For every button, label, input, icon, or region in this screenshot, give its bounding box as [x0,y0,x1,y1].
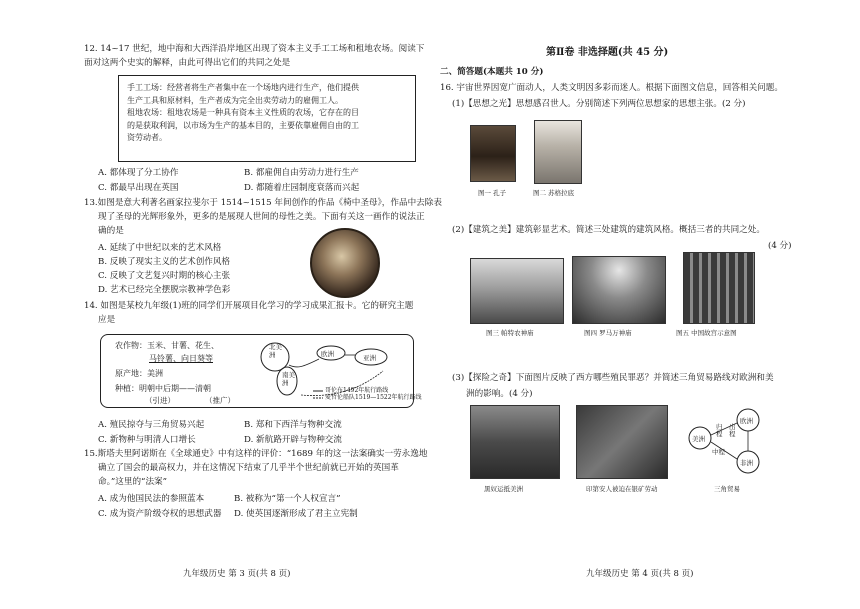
q14-stem: 应是 [98,315,116,325]
caption-fig2: 图二 苏格拉底 [533,189,575,197]
tri-africa-label: 非洲 [740,459,753,467]
caption-fig1: 图一 孔子 [478,189,507,197]
q16-stem: 16. 宇宙世界因宽广面动人，人类文明因多彩而迷人。根据下面图文信息，回答相关问题。 [440,83,783,93]
q12-stem: 12. 14~17 世纪，地中海和大西洋沿岸地区出现了资本主义手工工场和租地农场。阅读下 [84,44,425,54]
right-page-footer: 九年级历史 第 4 页(共 8 页) [586,569,694,579]
q13-option-a[interactable]: A. 延续了中世纪以来的艺术风格 [98,243,222,253]
slave-ship-image [470,405,560,479]
q12-option-a[interactable]: A. 都体现了分工协作 [98,168,179,178]
quote-line: 的是获取利润，以市场为生产的基本目的，主要依靠雇佣自由的工 [127,120,359,130]
origin-label: 原产地：美洲 [115,369,163,378]
q15-option-d[interactable]: D. 使英国逐渐形成了君主立宪制 [234,509,358,519]
planting-label: 种植：明朝中后期——清朝 [115,384,211,393]
q14-report-card [100,334,422,408]
caption-fig4: 图四 罗马万神庙 [584,329,632,337]
caption-fig3: 图三 帕特农神庙 [486,329,534,337]
pantheon-image [572,256,666,324]
q12-quote-box [118,75,416,162]
caption-fig8: 三角贸易 [714,485,740,493]
q15-option-a[interactable]: A. 成为他国民法的参照蓝本 [98,494,205,504]
quote-line: 资劳动者。 [127,133,167,142]
caption-fig6: 黑奴运抵美洲 [484,485,523,493]
tri-mid-label: 中程 [712,448,725,456]
q15-option-b[interactable]: B. 被称为“第一个人权宣言” [234,494,341,504]
silver-mine-image [576,405,668,479]
q12-option-c[interactable]: C. 都最早出现在英国 [98,183,179,193]
q16-sub3-line2: 洲的影响。(4 分) [466,389,533,399]
caption-fig5: 图五 中国故宫示意图 [676,329,737,337]
magellan-route-label: 麦哲伦船队1519—1522年航行路线 [325,394,422,401]
europe-label: 欧洲 [321,350,334,358]
madonna-painting-image [310,228,380,298]
parthenon-image [470,258,564,324]
tri-america-label: 美洲 [692,435,705,443]
q13-option-c[interactable]: C. 反映了文艺复兴时期的核心主张 [98,271,231,281]
north-america-label: 北美洲 [269,343,282,359]
south-america-label: 南美洲 [282,371,295,387]
q16-sub1: (1)【思想之光】思想感召世人。分别简述下列两位思想家的思想主张。(2 分) [452,99,746,109]
q14-option-d[interactable]: D. 新航路开辟与物种交流 [244,435,342,445]
q15-option-c[interactable]: C. 成为资产阶级夺权的思想武器 [98,509,222,519]
q14-option-a[interactable]: A. 殖民掠夺与三角贸易兴起 [98,420,205,430]
q15-stem: 15.斯塔夫里阿诺斯在《全球通史》中有这样的评价：“1689 年的这一法案确实一劳永逸地 [84,449,428,459]
tri-out-label: 出程 [729,423,736,438]
tri-return-label: 归程 [716,423,723,438]
q16-sub2-score: (4 分) [768,241,792,251]
part-title: 二、简答题(本题共 10 分) [440,67,544,77]
columbus-route-label: 哥伦布1492年航行路线 [325,387,389,394]
q16-sub2: (2)【建筑之美】建筑彰显艺术。简述三处建筑的建筑风格。概括三者的共同之处。 [452,225,765,235]
q13-stem: 现了圣母的光辉形象外，更多的是展现人世间的母性之美。下面有关这一画作的说法正 [98,212,425,222]
q13-option-b[interactable]: B. 反映了现实主义的艺术创作风格 [98,257,231,267]
forbidden-city-image [683,252,755,324]
asia-label: 亚洲 [363,354,376,362]
q13-stem: 13.如图是意大利著名画家拉斐尔于 1514~1515 年间创作的作品《椅中圣母》，作品中去除表 [84,198,442,208]
q16-sub3: (3)【探险之奇】下面图片反映了西方哪些殖民罪恶？并简述三角贸易路线对欧洲和美 [452,373,774,383]
q12-option-d[interactable]: D. 都随着庄园制度衰落而兴起 [244,183,360,193]
introduce-label: （引进） [145,396,175,405]
q13-stem: 确的是 [98,226,124,236]
quote-line: 生产工具和原材料，生产者成为完全出卖劳动力的雇佣工人。 [127,95,343,105]
q15-stem: 命。”这里的“法案” [98,477,168,487]
caption-fig7: 印第安人被迫在银矿劳动 [586,485,658,493]
socrates-image [534,120,582,184]
tri-europe-label: 欧洲 [740,417,753,425]
quote-line: 租地农场：租地农场是一种具有资本主义性质的农场，它存在的目 [127,108,359,117]
quote-line: 手工工场：经营者将生产者集中在一个场地内进行生产，他们提供 [127,83,359,92]
confucius-image [470,125,516,182]
section-title: 第Ⅱ卷 非选择题(共 45 分) [546,47,669,58]
q14-option-c[interactable]: C. 新物种与明清人口增长 [98,435,196,445]
q15-stem: 确立了国会的最高权力，并在这情况下结束了几乎半个世纪前就已开始的英国革 [98,463,399,473]
crops-label: 农作物：玉米、甘薯、花生、 [115,341,219,350]
crops-label-2: 马铃薯、向日葵等 [149,354,213,363]
promote-label: （推广） [205,396,235,405]
q14-stem: 14. 如图是某校九年级(1)班的同学们开展项目化学习的学习成果汇报卡。它的研究主题 [84,301,414,311]
q12-option-b[interactable]: B. 都雇佣自由劳动力进行生产 [244,168,359,178]
left-page-footer: 九年级历史 第 3 页(共 8 页) [183,569,291,579]
q14-option-b[interactable]: B. 郑和下西洋与物种交流 [244,420,342,430]
q12-stem: 面对这两个史实的解释，由此可得出它们的共同之处是 [84,58,291,68]
q13-option-d[interactable]: D. 艺术已经完全摆脱宗教神学色彩 [98,285,231,295]
